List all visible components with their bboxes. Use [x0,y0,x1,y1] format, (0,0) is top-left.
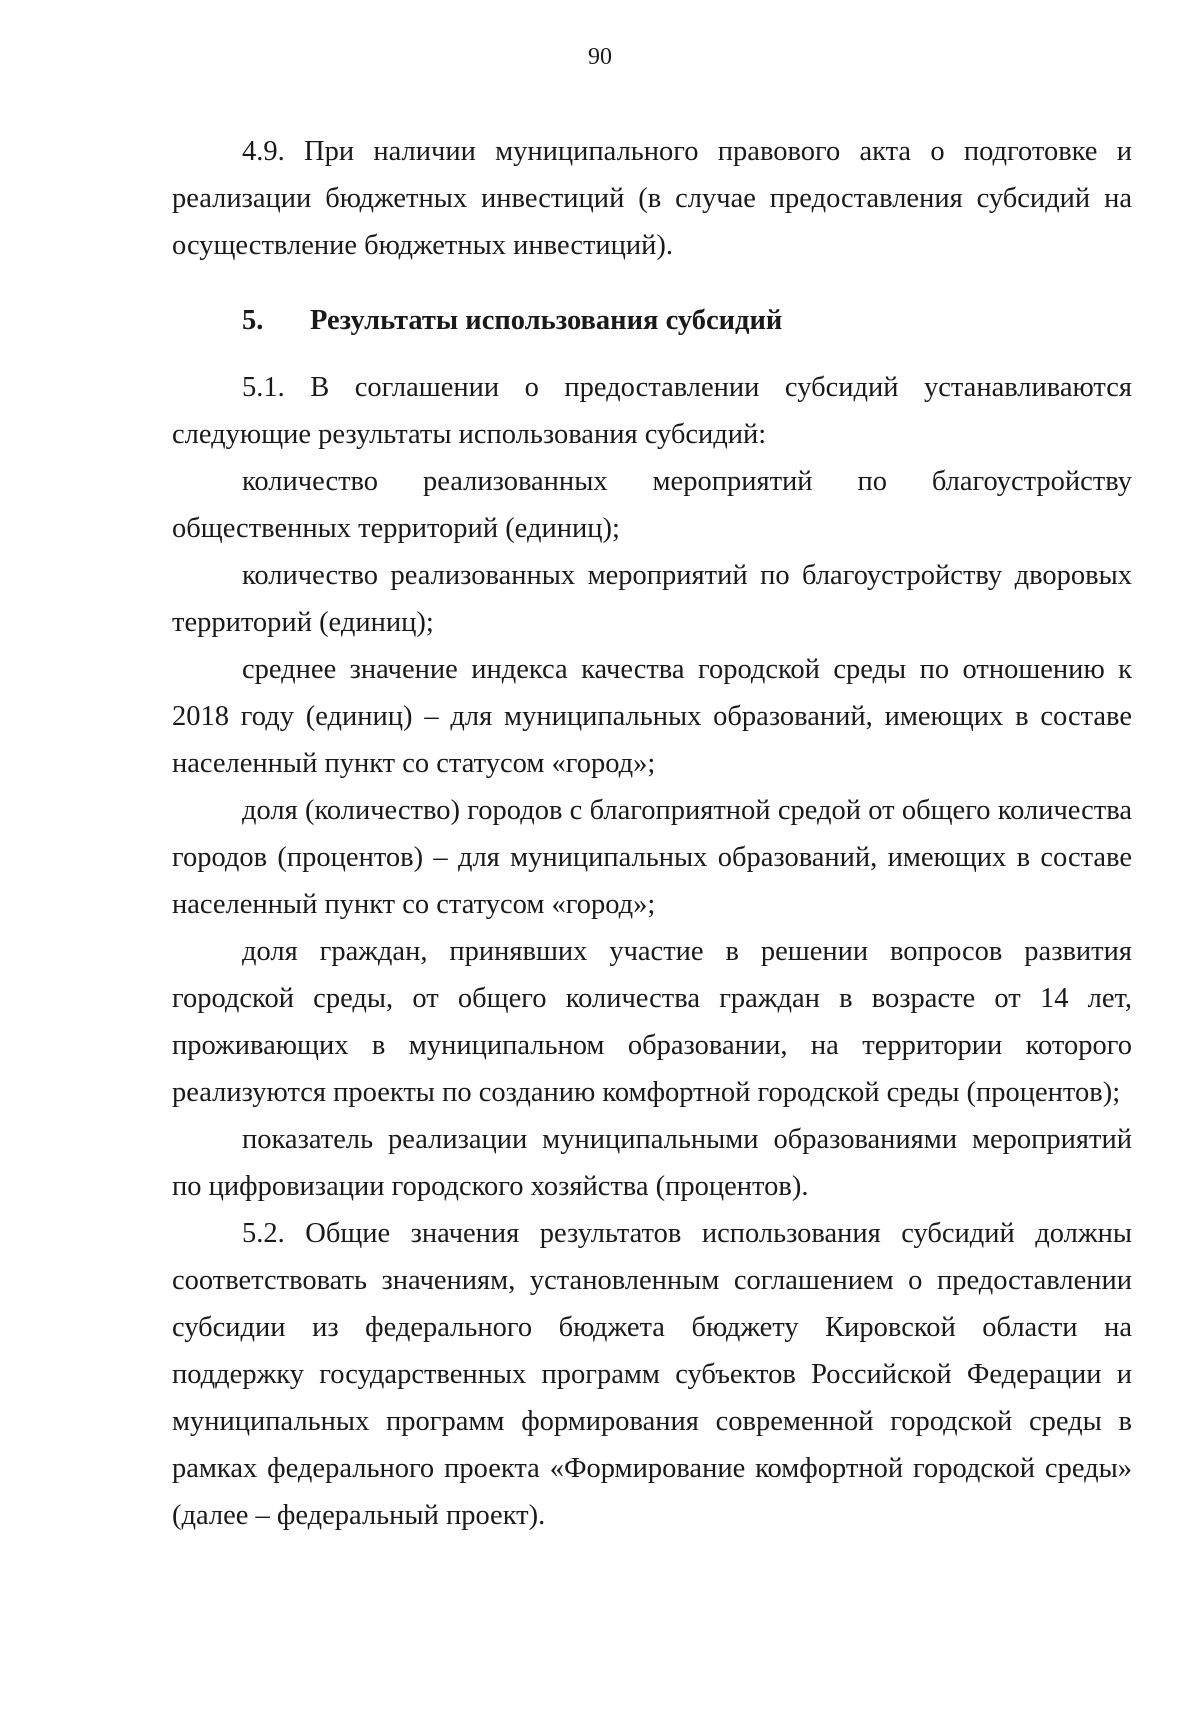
page-number: 90 [588,44,612,70]
section-title: Результаты использования субсидий [310,305,783,336]
list-item-digitalization: показатель реализации муниципальными образованиями мероприятий по цифровизации городского хозяйства (процентов). [172,1124,1132,1202]
list-item-citizen-participation: доля граждан, принявших участие в решении вопросов развития городской среды, от общего количества граждан в возрасте от 14 лет, проживающих в муниципальном образовании, на территории которого реализуются проекты по созданию комфортной городской среды (процентов); [172,936,1132,1108]
section-heading [172,297,1132,344]
paragraph-4-9: 4.9. При наличии муниципального правового акта о подготовке и реализации бюджетных инвестиций (в случае предоставления субсидий на осуществление бюджетных инвестиций). [172,136,1132,261]
list-item-yard-territories: количество реализованных мероприятий по благоустройству дворовых территорий (единиц); [172,560,1132,638]
document-body [172,128,1132,1539]
list-item-public-territories: количество реализованных мероприятий по благоустройству общественных территорий (единиц); [172,466,1132,544]
section-number: 5. [242,305,264,336]
paragraph-5-1: 5.1. В соглашении о предоставлении субсидий устанавливаются следующие результаты использования субсидий: [172,372,1132,450]
paragraph-5-2: 5.2. Общие значения результатов использования субсидий должны соответствовать значениям, установленным соглашением о предоставлении субсидии из федерального бюджета бюджету Кировской области на поддержку государственных программ субъектов Российской Федерации и муниципальных программ формирования современной городской среды в рамках федерального проекта «Формирование комфортной городской среды» (далее – федеральный проект). [172,1218,1132,1531]
list-item-urban-quality-index: среднее значение индекса качества городской среды по отношению к 2018 году (единиц) – для муниципальных образований, имеющих в составе населенный пункт со статусом «город»; [172,654,1132,779]
list-item-favorable-cities-share: доля (количество) городов с благоприятной средой от общего количества городов (процентов) – для муниципальных образований, имеющих в составе населенный пункт со статусом «город»; [172,795,1132,920]
